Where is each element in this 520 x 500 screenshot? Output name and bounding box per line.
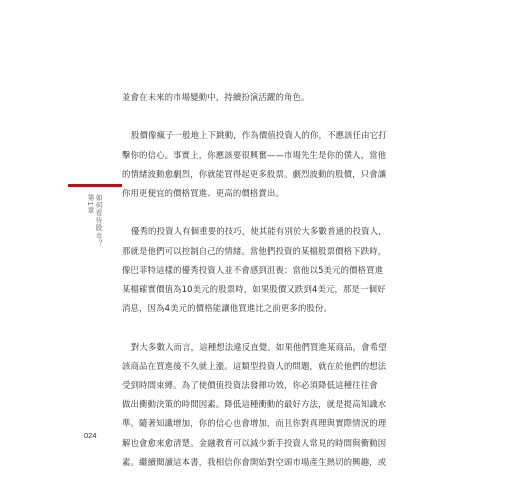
paragraph xyxy=(122,338,412,472)
text-line: 像巴菲特這樣的優秀投資人並不會感到沮喪；當他以5美元的價格買進 xyxy=(122,264,384,275)
text-line: 該商品在買進後不久就上漲。這類型投資人的問題，就在於他們的想法 xyxy=(122,360,387,371)
text-line: 某檔確實價值為10美元的股票時，如果股價又跌到4美元，那是一個好 xyxy=(122,284,386,294)
paragraph xyxy=(122,88,412,107)
text-line: 解也會愈來愈清楚。金融教育可以減少新手投資人常見的時間與衝動因 xyxy=(122,437,387,448)
text-line: 並會在未來的市場變動中，持續扮演活躍的角色。 xyxy=(122,92,310,102)
text-line: 那就是他們可以控制自己的情緒。當他們投資的某檔股票價格下跌時， xyxy=(122,245,387,256)
page-number: 024 xyxy=(84,431,97,440)
paragraph xyxy=(122,222,412,318)
text-line: 消息，因為4美元的價格能讓他買進比之前更多的股份。 xyxy=(122,303,333,314)
body-text xyxy=(122,88,412,472)
text-line: 準。隨著知識增加，你的信心也會增加，而且你對真理與實際情況的理 xyxy=(122,418,387,429)
text-line: 受到時間束縛。為了使價值投資法發揮功效，你必須降低這種往往會 xyxy=(122,380,378,390)
text-line: 素。繼續閱讀這本書，我相信你會開始對空頭市場產生熱切的興趣，或 xyxy=(122,456,387,467)
text-line: 你用更便宜的價格買進、更高的價格賣出。 xyxy=(122,188,284,198)
text-line: 股價像瘋子一般地上下跳動，作為價值投資人的你，不應該任由它打 xyxy=(131,130,387,141)
text-line: 優秀的投資人有個重要的技巧，使其能有別於大多數普通的投資人， xyxy=(131,226,387,237)
text-line: 做出衝動決策的時間因素。降低這種衝動的最好方法，就是提高知識水 xyxy=(122,399,387,410)
chapter-title: 如何看待股市？ xyxy=(94,194,102,248)
text-line: 擊你的信心。事實上，你應該要很興奮——市場先生是你的僕人，當他 xyxy=(122,149,387,160)
chapter-marker-bar xyxy=(68,184,122,187)
text-line: 對大多數人而言，這種想法違反直覺。如果他們買進某商品，會希望 xyxy=(131,341,387,352)
chapter-label: 第1章 xyxy=(86,194,94,215)
text-line: 的情緒波動愈劇烈，你就能買得起更多股票。劇烈波動的股價，只會讓 xyxy=(122,168,387,179)
paragraph xyxy=(122,126,412,203)
